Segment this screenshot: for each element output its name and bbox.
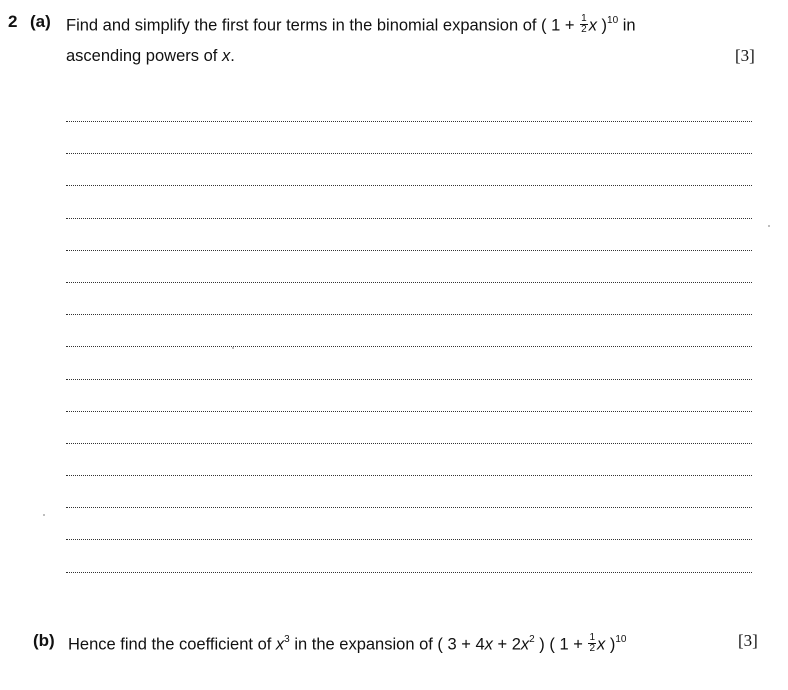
answer-line[interactable] xyxy=(66,379,752,380)
part-a-line2-end: . xyxy=(230,47,235,65)
part-b-term-var2: x xyxy=(520,635,530,654)
part-a-fraction-denominator: 2 xyxy=(581,23,587,35)
part-b-text-mid: in the expansion of ( 3 + 4 xyxy=(289,635,485,654)
part-a-question-text-line2 xyxy=(66,46,235,66)
part-b-text-mid2: + 2 xyxy=(492,635,521,654)
scan-speck xyxy=(768,225,770,227)
question-number: 2 xyxy=(8,12,18,31)
part-a-variable: x xyxy=(588,16,597,35)
part-b-marks: [3] xyxy=(738,631,758,650)
answer-line[interactable] xyxy=(66,411,752,412)
part-b-text-after: ) xyxy=(605,635,616,654)
answer-line[interactable] xyxy=(66,475,752,476)
answer-line[interactable] xyxy=(66,282,752,283)
part-a-text-after: ) xyxy=(596,16,608,35)
answer-line[interactable] xyxy=(66,539,752,540)
part-a-fraction-numerator: 1 xyxy=(581,12,587,24)
part-b-variable: x xyxy=(275,635,285,654)
part-b-power2: 2 xyxy=(529,634,535,645)
answer-line[interactable] xyxy=(66,153,752,154)
answer-line[interactable] xyxy=(66,218,752,219)
answer-line[interactable] xyxy=(66,121,752,122)
part-a-line2-text: ascending powers of xyxy=(66,47,222,65)
part-a-line2-variable: x xyxy=(221,47,231,65)
answer-line[interactable] xyxy=(66,572,752,573)
answer-line[interactable] xyxy=(66,346,752,347)
part-a-exponent: 10 xyxy=(607,15,619,26)
part-a-question-text xyxy=(66,12,636,37)
part-b-label: (b) xyxy=(33,631,55,650)
answer-line[interactable] xyxy=(66,314,752,315)
part-a-text-before: Find and simplify the first four terms in the binomial expansion of ( 1 + xyxy=(66,16,580,35)
answer-line[interactable] xyxy=(66,507,752,508)
part-b-variable2: x xyxy=(597,635,606,654)
part-b-fraction-denominator: 2 xyxy=(589,642,596,654)
answer-line[interactable] xyxy=(66,185,752,186)
part-b-text-before: Hence find the coefficient of xyxy=(68,635,276,654)
part-b-term-var1: x xyxy=(484,635,493,654)
answer-line[interactable] xyxy=(66,250,752,251)
part-b-fraction-numerator: 1 xyxy=(589,631,596,643)
part-a-trailing: in xyxy=(618,16,636,35)
part-b-exponent: 10 xyxy=(615,634,627,645)
answer-line[interactable] xyxy=(66,443,752,444)
part-b-question-text xyxy=(68,631,626,656)
part-a-marks: [3] xyxy=(735,46,755,65)
part-b-fraction xyxy=(588,633,596,654)
answer-lines xyxy=(66,121,752,604)
part-a-label: (a) xyxy=(30,12,51,31)
part-a-fraction xyxy=(580,14,588,35)
scan-speck xyxy=(232,347,234,349)
part-b-power: 3 xyxy=(284,634,290,645)
scan-speck xyxy=(43,514,45,516)
part-b-text-mid3: ) ( 1 + xyxy=(534,635,588,654)
